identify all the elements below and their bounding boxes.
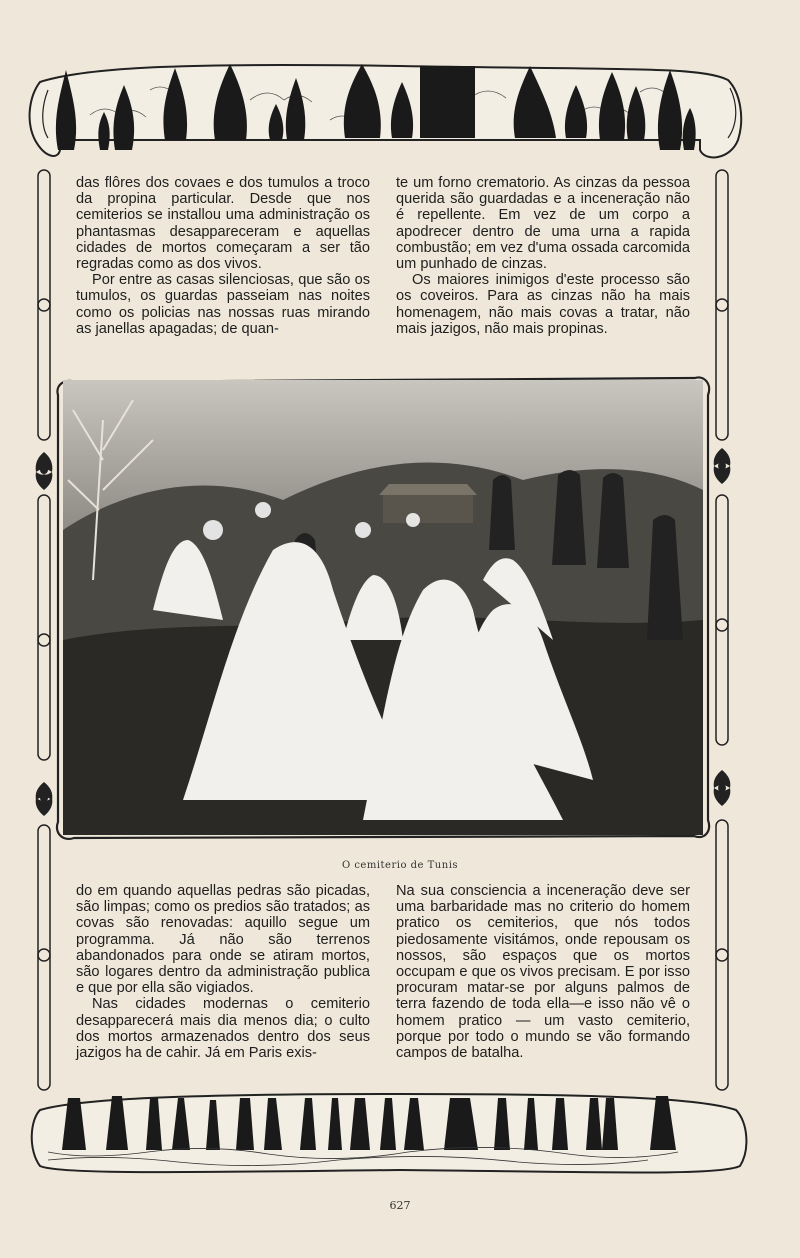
paragraph: das flôres dos covaes e dos tumulos a troco da propina particular. Desde que nos cemiterios se installou uma administração os phantasmas desappareceram e aquellas cidades de mortos começaram a ser tão regradas como as dos vivos. — [76, 175, 370, 273]
page-number: 627 — [389, 1199, 411, 1212]
paragraph: do em quando aquellas pedras são picadas, são limpas; como os predios são tratados; as covas são renovadas: aquillo segue um programma. Já não são terrenos abandonados para onde se atiram mortos, são logares dentro da administração publica e que por ella são vigiados. — [76, 883, 370, 997]
paragraph: Nas cidades modernas o cemiterio desapparecerá mais dia menos dia; o culto dos mortos armazenados dentro dos seus jazigos ha de cahir. Já em Paris exis- — [76, 996, 370, 1062]
photo-caption: O cemiterio de Tunis — [341, 860, 459, 871]
paragraph: Na sua consciencia a inceneração deve ser uma barbaridade mas no criterio do homem pratico os cemiterios, que nós todos piedosamente visitámos, onde repousam os nossos, são espaços que os mortos occupam e que os vivos precisam. E por isso procuram matar-se por alguns palmos de terra fazendo de toda ella—e isso não vê o homem pratico — um vasto cemiterio, porque por todo o mundo se vão formando campos de batalha. — [396, 883, 690, 1062]
text-column-2 — [396, 175, 690, 337]
paragraph: Por entre as casas silenciosas, que são os tumulos, os guardas passeiam nas noites como os policias nas nossas ruas mirando as janellas apagadas; de quan- — [76, 272, 370, 337]
text-column-1 — [76, 175, 370, 337]
cemetery-photo — [63, 380, 703, 835]
text-column-3 — [76, 883, 370, 1061]
paragraph: Os maiores inimigos d'este processo são os coveiros. Para as cinzas não ha mais homenagem, não mais covas a tratar, não mais jazigos, não mais propinas. — [396, 272, 690, 337]
text-column-4 — [396, 883, 690, 1061]
paragraph: te um forno crematorio. As cinzas da pessoa querida são guardadas e a inceneração não é repellente. Em vez de um corpo a apodrecer dentro de uma urna a rapida combustão; em vez d'uma ossada carcomida um punhado de cinzas. — [396, 175, 690, 273]
